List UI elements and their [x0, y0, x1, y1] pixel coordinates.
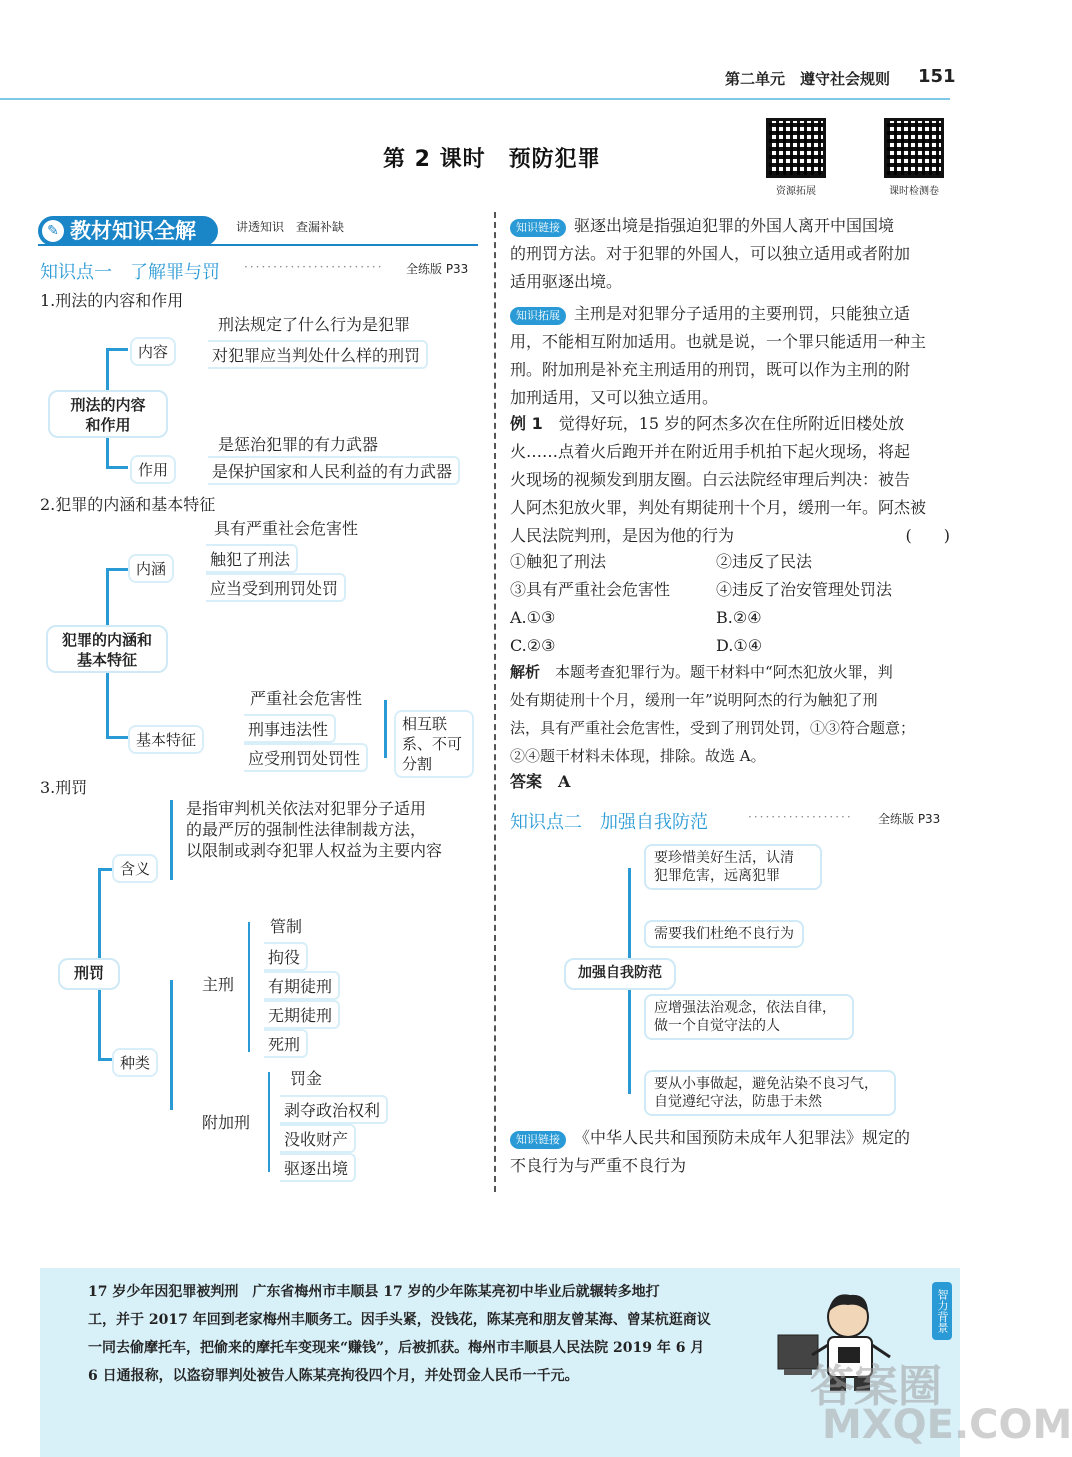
meaning-brace [170, 800, 173, 880]
kinds-bracket [170, 980, 173, 1110]
column-divider [494, 212, 496, 1192]
sec3-branch-meaning [112, 854, 158, 883]
option: A.①③ [510, 608, 556, 627]
sec3-meaning [186, 798, 442, 861]
tag-knowledge-link: 知识链接 [510, 1131, 566, 1149]
main-penalty-label: 主刑 [202, 975, 235, 994]
main-brace [248, 922, 250, 1052]
item-line: 要从小事做起，避免沾染不良习气， [654, 1076, 878, 1092]
sec3-title: 3.刑罚 [40, 778, 88, 797]
kp2-item [644, 1070, 896, 1116]
unit-title: 第二单元 遵守社会规则 [725, 70, 891, 88]
lesson-title: 第 2 课时 预防犯罪 [383, 147, 601, 172]
sec3-branch-kinds [112, 1048, 158, 1077]
sec2-leaf: 触犯了刑法 [206, 544, 298, 573]
sec2-branch-meaning [128, 554, 174, 583]
sec1-leaf: 是保护国家和人民利益的有力武器 [208, 456, 460, 485]
sec2-leaf: 应当受到刑罚处罚 [206, 573, 346, 602]
answer-paren: ( ) [905, 526, 950, 545]
sec1-leaf: 是惩治犯罪的有力武器 [218, 435, 379, 454]
extra-penalty-item: 驱逐出境 [280, 1153, 356, 1182]
kp2-item [644, 844, 822, 890]
main-penalty-item: 有期徒刑 [264, 971, 340, 1000]
qr-label-resource: 资源拓展 [776, 186, 816, 197]
qr-label-test: 课时检测卷 [889, 186, 939, 197]
meaning-line: 以限制或剥夺犯罪人权益为主要内容 [186, 841, 443, 860]
section-banner [38, 216, 218, 246]
example-label: 例 1 [510, 414, 543, 433]
text-line: 不良行为与严重不良行为 [510, 1156, 687, 1175]
book-icon: ✎ [42, 220, 64, 242]
analysis-block [510, 658, 950, 770]
branch-label: 内容 [138, 343, 169, 361]
main-penalty-item: 无期徒刑 [264, 1000, 340, 1029]
meaning-line: 是指审判机关依法对犯罪分子适用 [186, 799, 427, 818]
kp2-title: 知识点二 加强自我防范 [510, 812, 708, 833]
option: ③具有严重社会危害性 [510, 580, 671, 599]
sec2-root [46, 625, 168, 673]
text-line: 人阿杰犯放火罪，判处有期徒刑十个月，缓刑一年。阿杰被 [510, 498, 927, 517]
sec2-leaf: 应受刑罚处罚性 [244, 743, 368, 772]
sec3-root [58, 958, 120, 990]
item-line: 应增强法治观念，依法自律， [654, 1000, 836, 1016]
sec1-bracket-top [106, 348, 128, 351]
main-penalty-item: 管制 [270, 917, 303, 936]
kp1-leader: ························ [244, 260, 384, 274]
sec2-leaf: 刑事违法性 [244, 714, 336, 743]
option: ①触犯了刑法 [510, 552, 607, 571]
sec2-bracket-top [106, 568, 128, 571]
example-block [510, 410, 950, 550]
sec2-leaf: 具有严重社会危害性 [214, 519, 359, 538]
text-line: 用，不能相互附加适用。也就是说，一个罪只能适用一种主 [510, 332, 927, 351]
kp2-root [564, 958, 676, 990]
sec1-leaf: 对犯罪应当判处什么样的刑罚 [208, 340, 428, 369]
branch-label: 基本特征 [136, 731, 197, 749]
banner-subtitle: 讲透知识 查漏补缺 [236, 220, 345, 234]
kp1-ref: 全练版 P33 [406, 262, 469, 276]
options [510, 548, 950, 660]
option: ④违反了治安管理处罚法 [716, 580, 893, 599]
sec1-bracket-bottom [106, 466, 128, 469]
kp2-link-block [510, 1124, 950, 1180]
extra-penalty-item: 剥夺政治权利 [280, 1095, 388, 1124]
sec1-root-label: 刑法的内容和作用 [70, 396, 146, 434]
tag-knowledge-extension: 知识拓展 [510, 307, 566, 325]
sec2-branch-features [128, 725, 204, 754]
footer-line: 一同去偷摩托车，把偷来的摩托车变现来“赚钱”，后被抓获。梅州市丰顺县人民法院 2019 年 6 月 [88, 1340, 705, 1356]
sec1-branch-role [130, 455, 176, 484]
kp2-item [644, 920, 804, 948]
sec1-leaf: 刑法规定了什么行为是犯罪 [218, 315, 411, 334]
extra-penalty-label: 附加刑 [202, 1113, 251, 1132]
branch-label: 种类 [120, 1054, 151, 1072]
text-line: 觉得好玩，15 岁的阿杰多次在住所附近旧楼处放 [558, 414, 905, 433]
header-rule [0, 98, 950, 100]
note-text: 相互联系、不可分割 [402, 715, 463, 773]
answer-line [510, 768, 570, 796]
page-number: 151 [918, 66, 956, 87]
text-line: 火现场的视频发到朋友圈。白云法院经审理后判决：被告 [510, 470, 911, 489]
text-line: 驱逐出境是指强迫犯罪的外国人离开中国国境 [574, 216, 895, 235]
footer-line: 工，并于 2017 年回到老家梅州丰顺务工。因手头紧，没钱花，陈某亮和朋友曾某海、曾某杭逛商议 [88, 1312, 711, 1328]
sec2-bracket-bottom [106, 736, 128, 739]
option: B.②④ [716, 608, 762, 627]
banner-rule [38, 244, 478, 246]
link1-block [510, 212, 950, 296]
sec2-note [394, 710, 474, 778]
option: ②违反了民法 [716, 552, 813, 571]
kp2-root-label: 加强自我防范 [578, 965, 662, 981]
extra-brace [268, 1072, 270, 1172]
item-line: 犯罪危害，远离犯罪 [654, 868, 780, 884]
sec1-branch-content [130, 337, 176, 366]
sec1-root [48, 390, 168, 438]
text-line: 人民法院判刑，是因为他的行为 [510, 526, 735, 545]
sec2-root-label: 犯罪的内涵和基本特征 [62, 631, 153, 669]
ext-block [510, 300, 950, 412]
text-line: 刑。附加刑是补充主刑适用的刑罚，既可以作为主刑的附 [510, 360, 911, 379]
branch-label: 含义 [120, 860, 151, 878]
main-penalty-item: 拘役 [264, 942, 308, 971]
text-line: ②④题干材料未体现，排除。故选 A。 [510, 747, 766, 765]
sec3-root-label: 刑罚 [73, 964, 104, 982]
text-line: 本题考查犯罪行为。题干材料中“阿杰犯放火罪，判 [555, 663, 893, 681]
meaning-line: 的最严厉的强制性法律制裁方法， [186, 820, 427, 839]
answer-label: 答案 [510, 772, 543, 791]
text-line: 加刑适用，又可以独立适用。 [510, 388, 719, 407]
text-line: 适用驱逐出境。 [510, 272, 623, 291]
sec2-leaf: 严重社会危害性 [250, 689, 363, 708]
text-line: 的刑罚方法。对于犯罪的外国人，可以独立适用或者附加 [510, 244, 911, 263]
extra-penalty-item: 没收财产 [280, 1124, 356, 1153]
sec2-title: 2.犯罪的内涵和基本特征 [40, 495, 216, 514]
option: D.①④ [716, 636, 763, 655]
option: C.②③ [510, 636, 556, 655]
kp1-title: 知识点一 了解罪与罚 [40, 262, 220, 283]
branch-label: 作用 [138, 461, 169, 479]
main-penalty-item: 死刑 [264, 1029, 308, 1058]
answer-value: A [558, 772, 571, 791]
footer-line: 6 日通报称，以盗窃罪判处被告人陈某亮拘役四个月，并处罚金人民币一千元。 [88, 1368, 579, 1384]
item-line: 自觉遵纪守法，防患于未然 [654, 1094, 822, 1110]
analysis-label: 解析 [510, 663, 541, 681]
item-line: 要珍惜美好生活，认清 [654, 850, 794, 866]
text-line: 《中华人民共和国预防未成年人犯罪法》规定的 [574, 1128, 911, 1147]
watermark-url: MXQE.COM [822, 1402, 1072, 1448]
footer-story [88, 1278, 758, 1390]
text-line: 处有期徒刑十个月，缓刑一年”说明阿杰的行为触犯了刑 [510, 691, 878, 709]
item-line: 需要我们杜绝不良行为 [654, 926, 794, 942]
watermark: 答案圈 [810, 1361, 942, 1412]
footer-line: 17 岁少年因犯罪被判刑 广东省梅州市丰顺县 17 岁的少年陈某亮初中毕业后就辗转多地打 [88, 1284, 660, 1300]
kp2-item [644, 994, 854, 1040]
kp2-leader: ·················· [748, 810, 853, 824]
sec1-title: 1.刑法的内容和作用 [40, 291, 184, 310]
extra-penalty-item: 罚金 [290, 1069, 323, 1088]
text-line: 主刑是对犯罪分子适用的主要刑罚，只能独立适 [574, 304, 911, 323]
sec2-brace [384, 700, 387, 758]
kp2-ref: 全练版 P33 [878, 812, 941, 826]
text-line: 火……点着火后跑开并在附近用手机拍下起火现场，将起 [510, 442, 911, 461]
item-line: 做一个自觉守法的人 [654, 1018, 780, 1034]
side-tab: 智力背景 [932, 1282, 952, 1340]
text-line: 法，具有严重社会危害性，受到了刑罚处罚，①③符合题意； [510, 719, 916, 737]
banner-title: 教材知识全解 [70, 219, 196, 243]
tag-knowledge-link: 知识链接 [510, 219, 566, 237]
qr-code-test[interactable] [884, 118, 944, 178]
branch-label: 内涵 [136, 560, 167, 578]
qr-code-resource[interactable] [766, 118, 826, 178]
